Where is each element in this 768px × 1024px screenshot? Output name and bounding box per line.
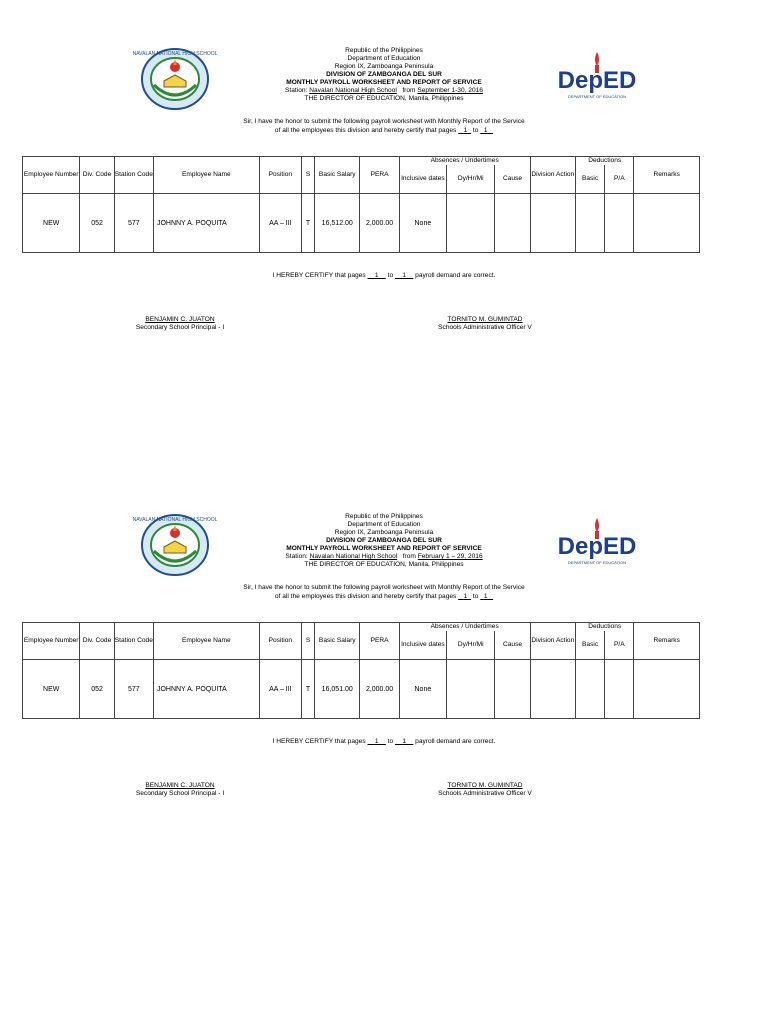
col-inclusive-dates: Inclusive dates [399, 631, 446, 660]
svg-text:DEPARTMENT OF EDUCATION: DEPARTMENT OF EDUCATION [567, 560, 627, 565]
cell-position: AA – III [259, 194, 301, 253]
header-republic: Republic of the Philippines [345, 513, 423, 520]
intro-text [200, 583, 568, 601]
col-basic: Basic [576, 631, 605, 660]
cell-basic-salary: 16,512.00 [315, 194, 360, 253]
admin-officer-title: Schools Administrative Officer V [438, 790, 532, 797]
cell-basic-salary: 16,051.00 [315, 660, 360, 719]
col-pera: PERA [360, 157, 399, 194]
payroll-table [22, 622, 700, 719]
deped-logo [557, 514, 637, 570]
col-absences: Absences / Undertimes [399, 157, 530, 166]
col-remarks: Remarks [634, 157, 700, 194]
intro-line-2: of all the employees this division and hereby certify that pages 1 to 1 [274, 127, 488, 134]
col-division-action: Division Action [530, 623, 575, 660]
col-basic: Basic [576, 165, 605, 194]
cell-div-code: 052 [80, 194, 114, 253]
col-cause: Cause [495, 165, 530, 194]
school-seal-logo [132, 47, 218, 111]
col-inclusive-dates: Inclusive dates [399, 165, 446, 194]
admin-officer-name: TORNITO M. GUMINTAD [447, 316, 523, 323]
cell-div-code: 052 [80, 660, 114, 719]
col-div-code: Div. Code [80, 623, 114, 660]
col-position: Position [259, 623, 301, 660]
intro-text [200, 117, 568, 135]
cell-inclusive-dates: None [399, 660, 446, 719]
col-cause: Cause [495, 631, 530, 660]
svg-text:NAVALAN NATIONAL HIGH SCHOOL: NAVALAN NATIONAL HIGH SCHOOL [132, 51, 218, 57]
col-absences: Absences / Undertimes [399, 623, 530, 632]
col-dy-hr-mi: Dy/Hr/Mi [447, 631, 495, 660]
col-basic-salary: Basic Salary [315, 157, 360, 194]
cell-station-code: 577 [114, 660, 153, 719]
deped-logo [557, 48, 637, 104]
col-position: Position [259, 157, 301, 194]
table-row [23, 660, 700, 719]
header-director: THE DIRECTOR OF EDUCATION, Manila, Philippines [304, 95, 464, 102]
document-header [234, 513, 534, 569]
station-label: Station: [285, 553, 308, 560]
col-div-code: Div. Code [80, 157, 114, 194]
header-region: Region IX, Zamboanga Peninsula [334, 529, 434, 536]
cell-division-action [530, 194, 575, 253]
signatory-admin-officer [405, 782, 565, 798]
cell-inclusive-dates: None [399, 194, 446, 253]
cell-pera: 2,000.00 [360, 660, 399, 719]
col-remarks: Remarks [634, 623, 700, 660]
signatory-admin-officer [405, 316, 565, 332]
intro-line-1: Sir, I have the honor to submit the following payroll worksheet with Monthly Report of the Service [243, 584, 525, 591]
header-department: Department of Education [347, 55, 421, 62]
cell-employee-number: NEW [23, 194, 80, 253]
col-division-action: Division Action [530, 157, 575, 194]
cell-pa [605, 660, 634, 719]
svg-text:NAVALAN NATIONAL HIGH SCHOOL: NAVALAN NATIONAL HIGH SCHOOL [132, 517, 218, 523]
col-station-code: Station Code [114, 157, 153, 194]
cell-dy-hr-mi [447, 194, 495, 253]
cell-pa [605, 194, 634, 253]
col-s: S [302, 157, 315, 194]
cell-cause [495, 194, 530, 253]
school-seal-logo [132, 513, 218, 577]
header-region: Region IX, Zamboanga Peninsula [334, 63, 434, 70]
intro-line-2: of all the employees this division and hereby certify that pages 1 to 1 [274, 593, 488, 600]
col-pa: P/A [605, 165, 634, 194]
header-republic: Republic of the Philippines [345, 47, 423, 54]
col-pa: P/A [605, 631, 634, 660]
period-value: February 1 – 29, 2016 [417, 553, 483, 560]
col-employee-name: Employee Name [153, 157, 259, 194]
period-value: September 1-30, 2016 [417, 87, 483, 94]
col-employee-number: Employee Number [23, 623, 80, 660]
cell-station-code: 577 [114, 194, 153, 253]
intro-line-1: Sir, I have the honor to submit the following payroll worksheet with Monthly Report of the Service [243, 118, 525, 125]
cell-employee-name: JOHNNY A. POQUITA [153, 194, 259, 253]
cell-basic [576, 194, 605, 253]
station-value: Navalan National High School [309, 87, 397, 94]
cell-s: T [302, 660, 315, 719]
certification-statement: I HEREBY CERTIFY that pages 1 to 1 payroll demand are correct. [272, 272, 496, 279]
svg-text:DepED: DepED [557, 67, 637, 94]
cell-s: T [302, 194, 315, 253]
payroll-form-1 [0, 0, 768, 420]
signatory-principal [100, 316, 260, 332]
svg-text:DEPARTMENT OF EDUCATION: DEPARTMENT OF EDUCATION [567, 94, 627, 99]
admin-officer-name: TORNITO M. GUMINTAD [447, 782, 523, 789]
col-deductions: Deductions [576, 623, 634, 632]
cell-remarks [634, 194, 700, 253]
from-label: from [402, 553, 416, 560]
cell-basic [576, 660, 605, 719]
cell-pera: 2,000.00 [360, 194, 399, 253]
col-basic-salary: Basic Salary [315, 623, 360, 660]
header-division: DIVISION OF ZAMBOANGA DEL SUR [326, 537, 442, 544]
header-report-title: MONTHLY PAYROLL WORKSHEET AND REPORT OF SERVICE [286, 79, 482, 86]
col-s: S [302, 623, 315, 660]
admin-officer-title: Schools Administrative Officer V [438, 324, 532, 331]
header-director: THE DIRECTOR OF EDUCATION, Manila, Philippines [304, 561, 464, 568]
signatory-principal [100, 782, 260, 798]
col-dy-hr-mi: Dy/Hr/Mi [447, 165, 495, 194]
cell-cause [495, 660, 530, 719]
cell-remarks [634, 660, 700, 719]
header-division: DIVISION OF ZAMBOANGA DEL SUR [326, 71, 442, 78]
header-department: Department of Education [347, 521, 421, 528]
cell-division-action [530, 660, 575, 719]
principal-name: BENJAMIN C. JUATON [145, 782, 215, 789]
payroll-table [22, 156, 700, 253]
table-row [23, 194, 700, 253]
principal-title: Secondary School Principal - I [135, 790, 225, 797]
svg-text:DepED: DepED [557, 533, 637, 560]
principal-name: BENJAMIN C. JUATON [145, 316, 215, 323]
station-value: Navalan National High School [309, 553, 398, 560]
certification-statement: I HEREBY CERTIFY that pages 1 to 1 payroll demand are correct. [272, 738, 496, 745]
cell-employee-name: JOHNNY A. POQUITA [153, 660, 259, 719]
station-label: Station: [285, 87, 308, 94]
header-station-line [234, 553, 534, 561]
header-station-line [234, 87, 534, 95]
cell-position: AA – III [259, 660, 301, 719]
payroll-form-2 [0, 466, 768, 886]
col-employee-number: Employee Number [23, 157, 80, 194]
col-station-code: Station Code [114, 623, 153, 660]
col-employee-name: Employee Name [153, 623, 259, 660]
document-header [234, 47, 534, 103]
col-pera: PERA [360, 623, 399, 660]
header-report-title: MONTHLY PAYROLL WORKSHEET AND REPORT OF SERVICE [286, 545, 482, 552]
principal-title: Secondary School Principal - I [135, 324, 225, 331]
col-deductions: Deductions [576, 157, 634, 166]
cell-dy-hr-mi [447, 660, 495, 719]
cell-employee-number: NEW [23, 660, 80, 719]
from-label: from [402, 87, 416, 94]
